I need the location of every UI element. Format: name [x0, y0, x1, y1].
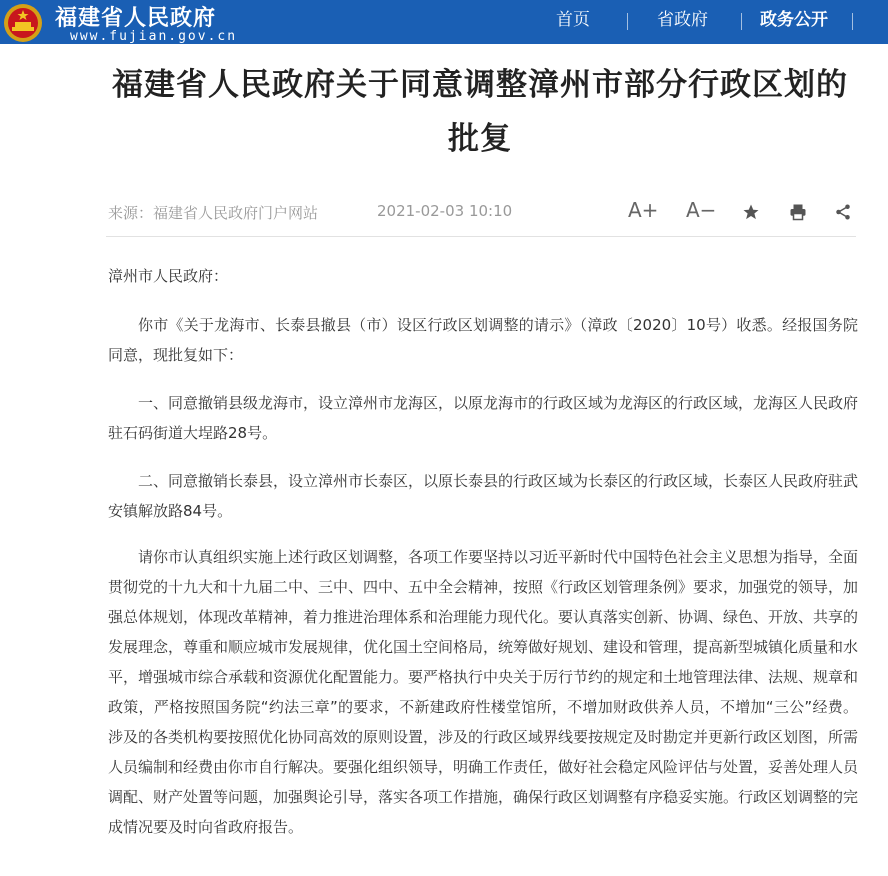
meta-divider — [106, 236, 856, 237]
nav-home[interactable]: 首页 — [556, 10, 590, 30]
site-header — [0, 0, 888, 44]
article-paragraph-2: 一、同意撤销县级龙海市，设立漳州市龙海区，以原龙海市的行政区域为龙海区的行政区域，龙海区人民政府驻石码街道大埕路28号。 — [108, 394, 859, 442]
site-url[interactable]: www.fujian.gov.cn — [70, 29, 238, 44]
national-emblem-icon[interactable] — [3, 3, 43, 43]
article-date: 2021-02-03 10:10 — [377, 202, 513, 220]
font-decrease-button[interactable]: A− — [686, 198, 717, 222]
article-paragraph-1: 你市《关于龙海市、长泰县撤县（市）设区行政区划调整的请示》（漳政〔2020〕10号）收悉。经报国务院同意，现批复如下： — [108, 316, 858, 364]
share-icon[interactable] — [834, 203, 852, 221]
addressee: 漳州市人民政府： — [108, 267, 229, 285]
article-paragraph-4: 请你市认真组织实施上述行政区划调整，各项工作要坚持以习近平新时代中国特色社会主义思想为指导，全面贯彻党的十九大和十九届二中、三中、四中、五中全会精神，按照《行政区划管理条例》要求，加强党的领导，加强总体规划，体现改革精神，着力推进治理体系和治理能力现代化。要认真落实创新、协调、绿色、开放、共享的发展理念，尊重和顺应城市发展规律，优化国土空间格局，统筹做好规划、建设和管理，提高新型城镇化质量和水平，增强城市综合承载和资源优化配置能力。要严格执行中央关于厉行节约的规定和土地管理法律、法规、规章和政策，严格按照国务院“约法三章”的要求，不新建政府性楼堂馆所，不增加财政供养人员，不增加“三公”经费。涉及的各类机构要按照优化协同高效的原则设置，涉及的行政区域界线要按规定及时勘定并更新行政区划图，所需人员编制和经费由你市自行解决。要强化组织领导，明确工作责任，做好社会稳定风险评估与处置，妥善处理人员调配、财产处置等问题，加强舆论引导，落实各项工作措施，确保行政区划调整有序稳妥实施。行政区划调整的完成情况要及时向省政府报告。 — [108, 548, 859, 836]
font-increase-button[interactable]: A+ — [628, 198, 659, 222]
nav-government-affairs[interactable]: 政务公开 — [760, 10, 828, 30]
nav-divider — [627, 13, 628, 30]
nav-provincial-government[interactable]: 省政府 — [657, 10, 708, 30]
nav-divider — [741, 13, 742, 30]
article-source: 来源：福建省人民政府门户网站 — [108, 204, 319, 222]
printer-icon[interactable] — [788, 203, 808, 221]
nav-divider — [852, 13, 853, 30]
article-title-line-1: 福建省人民政府关于同意调整漳州市部分行政区划的 — [112, 67, 848, 103]
article-title-line-2: 批复 — [448, 121, 512, 157]
article-paragraph-3: 二、同意撤销长泰县，设立漳州市长泰区，以原长泰县的行政区域为长泰区的行政区域，长泰区人民政府驻武安镇解放路84号。 — [108, 472, 859, 520]
article-title — [90, 58, 870, 166]
site-name[interactable]: 福建省人民政府 — [55, 6, 217, 31]
star-icon[interactable] — [741, 203, 761, 221]
